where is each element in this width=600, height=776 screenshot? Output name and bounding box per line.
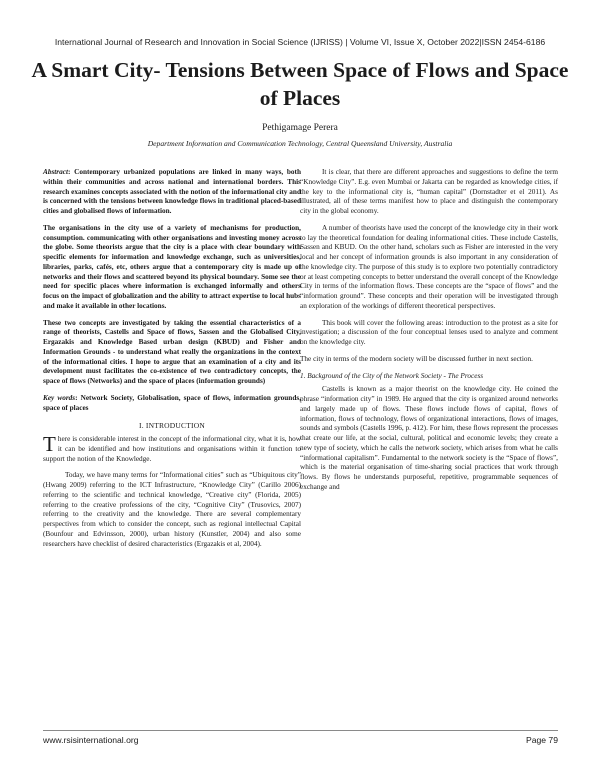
body-paragraph: This book will cover the following areas: introduction to the protest as a site for investigation; a discussion of the four conceptual lenses used to analyze and comment on the knowledge city.: [300, 318, 558, 346]
author-name: Pethigamage Perera: [262, 123, 338, 133]
paper-title: A Smart City- Tensions Between Space of Flows and Space of Places: [31, 58, 569, 110]
abstract-text: : Contemporary urbanized populations are linked in many ways, both within their communities and across national and international borders. This research examines concepts associated with the notion of the informational city and is concerned with the tensions between knowledge flows in traditional placed-based cities and globalised flows of information.: [43, 168, 301, 215]
keywords-text: : Network Society, Globalisation, space of flows, information grounds, space of places: [43, 393, 302, 412]
abstract-label: Abstract: [43, 168, 68, 176]
keywords-label: Key words: [43, 393, 76, 402]
subsection-heading: 1. Background of the City of the Network Society - The Process: [300, 371, 484, 380]
footer-page-number: Page 79: [525, 735, 558, 745]
body-paragraph: It is clear, that there are different approaches and suggestions to define the term “Knowledge City”. E.g. even Mumbai or Jakarta can be regarded as knowledge cities, if the key to the informational city is, “human capital” (Dornstadter et el 2011). As illustrated, all of these terms manifest how to place and distinguish the contemporary city in the global economy.: [300, 168, 558, 215]
body-paragraph: There is considerable interest in the concept of the informational city, what it is, how it can be identified and how institutions and organisations within it function to support the notion of the Knowledge.: [43, 432, 301, 463]
footer-website: www.rsisinternational.org: [43, 735, 139, 745]
author-affiliation: Department Information and Communication Technology, Central Queensland University, Australia: [147, 139, 453, 148]
body-paragraph: Castells is known as a major theorist on the knowledge city. He coined the phrase “information city” in 1989. He argued that the city is organized around networks and largely made up of flows. These flows include flows of capital, flows of information, flows of technology, flows of organizational interactions, flows of images, sounds and symbols (Castells 1996, p. 412). For him, these flows represent the processes that create our life, at the social, cultural, political and economic levels; they create a new type of society, which he calls the network society, which arises from what he calls “informational capitalism”. Fundamental to the network society is the “Space of flows”, which is the material organisation of time-sharing social practices that work through flows. By flows he understands purposeful, repetitive, programmable sequences of exchange and: [300, 385, 558, 491]
right-column: [300, 168, 558, 500]
body-paragraph: A number of theorists have used the concept of the knowledge city in their work to lay the theoretical foundation for dealing informational cities. These include Castells, Sassen and KBUD. On the other hand, scholars such as Fisher are interested in the very local and her concept of information grounds is also important in any consideration of the knowledge city. The purpose of this study is to explore two potentially contradictory or at least competing concepts to better understand the overall concept of the Knowledge City in terms of the information flows. These concepts are the “space of flows” and the “information ground”. These concepts and their operation will be investigated through an exploration of the workings of different theoretical perspectives.: [300, 223, 558, 310]
keywords: [43, 394, 301, 414]
section-heading-introduction: I. INTRODUCTION: [139, 421, 205, 431]
footer-divider: [43, 730, 558, 731]
abstract-paragraph: [43, 168, 301, 217]
abstract-section: [43, 168, 301, 387]
body-paragraph: Today, we have many terms for “Informational cities” such as “Ubiquitous city” (Hwang 2009) referring to the ICT Infrastructure, “Knowledge City” (Carillo 2006) referring to the scientific and technical knowledge, “Creative city” (Florida, 2005) referring to the creative professions of the city, “Cognitive City” (Trusovics, 2007) referring to the creativity and the knowledge. There are several complementary perspectives from which to consider the concept, such as regional intellectual Capital (Bounfour and Edvinsson, 2000), urban history (Kunstler, 2004) and also some researchers have checklist of desired characteristics (Ergazakis et al, 2004).: [43, 471, 301, 548]
left-column: [43, 168, 301, 556]
abstract-paragraph: The organisations in the city use of a variety of mechanisms for production, consumption. communicating with other organisations and investing money across the globe. Some theorists argue that the city is a place with clear boundary with specific elements for information and knowledge exchange, such as universities, libraries, parks, cafés, etc, others argue that a contemporary city is made up of networks and their flows and scattered beyond its physical boundary. Some see the need for specific places where information is exchanged informally and others focus on the impact of globalization and the ability to attract expertise to local hubs and make it available in other locations.: [43, 223, 301, 310]
journal-header: International Journal of Research and Innovation in Social Science (IJRISS) | Volume VI, Issue X, October 2022|ISSN 2454-6186: [54, 37, 546, 47]
abstract-paragraph: These two concepts are investigated by taking the essential characteristics of a range of theorists, Castells and Space of flows, Sassen and the Globalised City, Ergazakis and Knowledge Based urban design (KBUD) and Fisher and Information Grounds - to understand what really the organizations in the context of the informational cities. I hope to argue that an examination of a city and its development must facilitates the co-existence of two contradictory concepts, the space of flows (Networks) and the space of places (information grounds): [43, 318, 301, 385]
body-paragraph: The city in terms of the modern society will be discussed further in next section.: [300, 354, 533, 363]
